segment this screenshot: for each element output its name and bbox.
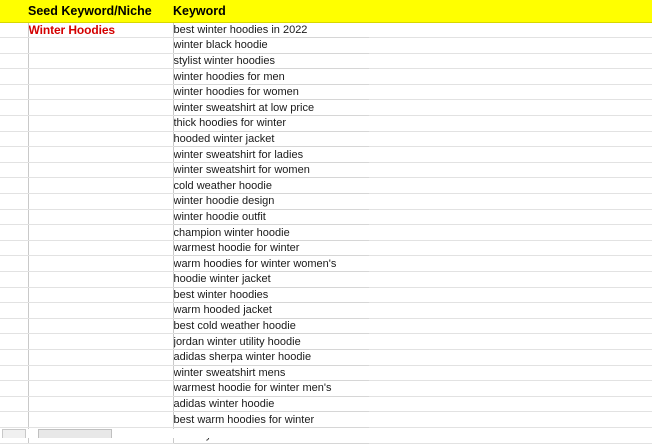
empty-cell[interactable] (369, 365, 652, 381)
seed-keyword-cell[interactable] (28, 334, 173, 350)
table-row (0, 349, 652, 365)
row-gutter-cell[interactable] (0, 69, 28, 85)
keyword-cell[interactable]: best cold weather hoodie (173, 318, 369, 334)
table-row (0, 334, 652, 350)
empty-cell[interactable] (369, 147, 652, 163)
seed-keyword-cell[interactable] (28, 412, 173, 428)
seed-keyword-cell[interactable] (28, 225, 173, 241)
keyword-cell[interactable]: winter hoodie outfit (173, 209, 369, 225)
row-gutter-cell[interactable] (0, 53, 28, 69)
row-gutter-cell[interactable] (0, 225, 28, 241)
keyword-cell[interactable]: hooded winter jacket (173, 131, 369, 147)
row-gutter-cell[interactable] (0, 256, 28, 272)
empty-cell[interactable] (369, 381, 652, 397)
seed-keyword-cell[interactable] (28, 178, 173, 194)
empty-cell[interactable] (369, 53, 652, 69)
table-row (0, 38, 652, 54)
seed-keyword-cell[interactable] (28, 349, 173, 365)
empty-cell[interactable] (369, 318, 652, 334)
seed-keyword-cell[interactable] (28, 38, 173, 54)
keyword-cell[interactable]: winter hoodies for women (173, 84, 369, 100)
empty-cell[interactable] (369, 69, 652, 85)
table-row (0, 22, 652, 38)
empty-cell[interactable] (369, 131, 652, 147)
table-row (0, 209, 652, 225)
table-row (0, 381, 652, 397)
table-row (0, 162, 652, 178)
keyword-cell[interactable]: winter sweatshirt for ladies (173, 147, 369, 163)
empty-cell[interactable] (369, 225, 652, 241)
seed-keyword-cell[interactable] (28, 84, 173, 100)
seed-keyword-cell[interactable] (28, 194, 173, 210)
empty-cell[interactable] (369, 349, 652, 365)
seed-keyword-cell[interactable] (28, 396, 173, 412)
table-row (0, 100, 652, 116)
keyword-cell[interactable]: winter sweatshirt mens (173, 365, 369, 381)
seed-keyword-cell[interactable] (28, 381, 173, 397)
empty-cell[interactable] (369, 334, 652, 350)
empty-cell[interactable] (369, 178, 652, 194)
seed-keyword-cell[interactable] (28, 22, 173, 38)
keyword-cell[interactable]: cold weather hoodie (173, 178, 369, 194)
row-gutter-cell[interactable] (0, 303, 28, 319)
seed-keyword-cell[interactable] (28, 116, 173, 132)
seed-keyword-cell[interactable] (28, 303, 173, 319)
seed-keyword-cell[interactable] (28, 256, 173, 272)
row-gutter-cell[interactable] (0, 272, 28, 288)
row-gutter-cell[interactable] (0, 412, 28, 428)
seed-keyword-cell[interactable] (28, 209, 173, 225)
row-gutter-cell[interactable] (0, 22, 28, 38)
empty-cell[interactable] (369, 194, 652, 210)
sheet-bottom-strip (0, 429, 652, 438)
row-gutter-cell[interactable] (0, 318, 28, 334)
keyword-cell[interactable]: warm hooded jacket (173, 303, 369, 319)
keyword-cell[interactable]: thick hoodies for winter (173, 116, 369, 132)
keyword-cell[interactable]: winter hoodies for men (173, 69, 369, 85)
empty-cell[interactable] (369, 396, 652, 412)
table-row (0, 318, 652, 334)
seed-keyword-cell[interactable] (28, 365, 173, 381)
seed-keyword-cell[interactable] (28, 272, 173, 288)
keyword-cell[interactable]: best winter hoodies (173, 287, 369, 303)
table-row (0, 131, 652, 147)
table-row (0, 69, 652, 85)
keyword-cell[interactable]: winter hoodie design (173, 194, 369, 210)
empty-cell[interactable] (369, 412, 652, 428)
table-row (0, 53, 652, 69)
empty-cell[interactable] (369, 272, 652, 288)
table-row (0, 365, 652, 381)
table-row (0, 240, 652, 256)
header-seed-keyword: Seed Keyword/Niche (28, 0, 173, 22)
keyword-cell[interactable]: best winter hoodies in 2022 (173, 22, 369, 38)
empty-cell[interactable] (369, 240, 652, 256)
seed-keyword-cell[interactable] (28, 131, 173, 147)
keyword-cell[interactable]: jordan winter utility hoodie (173, 334, 369, 350)
empty-cell[interactable] (369, 209, 652, 225)
row-gutter-cell[interactable] (0, 116, 28, 132)
table-row (0, 412, 652, 428)
seed-keyword-value: Winter Hoodies (28, 22, 115, 37)
row-gutter-cell[interactable] (0, 147, 28, 163)
row-gutter-cell[interactable] (0, 209, 28, 225)
row-gutter-cell[interactable] (0, 178, 28, 194)
sheet-tab[interactable] (38, 429, 112, 438)
row-gutter-cell[interactable] (0, 381, 28, 397)
row-gutter-cell[interactable] (0, 84, 28, 100)
keyword-cell[interactable]: winter sweatshirt at low price (173, 100, 369, 116)
row-gutter-cell[interactable] (0, 287, 28, 303)
keyword-cell[interactable]: adidas winter hoodie (173, 396, 369, 412)
seed-keyword-cell[interactable] (28, 240, 173, 256)
table-row (0, 84, 652, 100)
row-gutter-cell[interactable] (0, 38, 28, 54)
seed-keyword-cell[interactable] (28, 69, 173, 85)
keyword-cell[interactable]: hoodie winter jacket (173, 272, 369, 288)
table-row (0, 194, 652, 210)
row-gutter-cell[interactable] (0, 334, 28, 350)
row-gutter-cell[interactable] (0, 396, 28, 412)
table-row (0, 178, 652, 194)
seed-keyword-cell[interactable] (28, 100, 173, 116)
table-header-row (0, 0, 652, 22)
row-gutter-cell[interactable] (0, 100, 28, 116)
empty-cell[interactable] (369, 116, 652, 132)
keyword-cell[interactable]: best warm hoodies for winter (173, 412, 369, 428)
row-gutter-cell[interactable] (0, 131, 28, 147)
row-gutter-cell[interactable] (0, 365, 28, 381)
keyword-cell[interactable]: stylist winter hoodies (173, 53, 369, 69)
empty-cell[interactable] (369, 84, 652, 100)
header-cell-blank (0, 0, 28, 22)
seed-keyword-cell[interactable] (28, 318, 173, 334)
table-row (0, 116, 652, 132)
seed-keyword-cell[interactable] (28, 162, 173, 178)
table-row (0, 396, 652, 412)
table-row (0, 272, 652, 288)
header-keyword: Keyword (173, 0, 652, 22)
empty-cell[interactable] (369, 100, 652, 116)
table-row (0, 225, 652, 241)
empty-cell[interactable] (369, 303, 652, 319)
keyword-cell[interactable]: warm hoodies for winter women's (173, 256, 369, 272)
keyword-cell[interactable]: warmest hoodie for winter (173, 240, 369, 256)
keyword-cell[interactable]: warmest hoodie for winter men's (173, 381, 369, 397)
empty-cell[interactable] (369, 162, 652, 178)
row-gutter-cell[interactable] (0, 349, 28, 365)
seed-keyword-cell[interactable] (28, 53, 173, 69)
row-gutter-cell[interactable] (0, 240, 28, 256)
keyword-cell[interactable]: winter black hoodie (173, 38, 369, 54)
empty-cell[interactable] (369, 38, 652, 54)
keyword-cell[interactable]: adidas sherpa winter hoodie (173, 349, 369, 365)
table-row (0, 287, 652, 303)
keyword-cell[interactable]: champion winter hoodie (173, 225, 369, 241)
keyword-cell[interactable]: winter sweatshirt for women (173, 162, 369, 178)
table-row (0, 256, 652, 272)
table-row (0, 147, 652, 163)
empty-cell[interactable] (369, 287, 652, 303)
empty-cell[interactable] (369, 22, 652, 38)
seed-keyword-cell[interactable] (28, 287, 173, 303)
row-gutter-cell[interactable] (0, 194, 28, 210)
seed-keyword-cell[interactable] (28, 147, 173, 163)
empty-cell[interactable] (369, 256, 652, 272)
table-row (0, 303, 652, 319)
select-all-corner[interactable] (2, 429, 26, 438)
row-gutter-cell[interactable] (0, 162, 28, 178)
